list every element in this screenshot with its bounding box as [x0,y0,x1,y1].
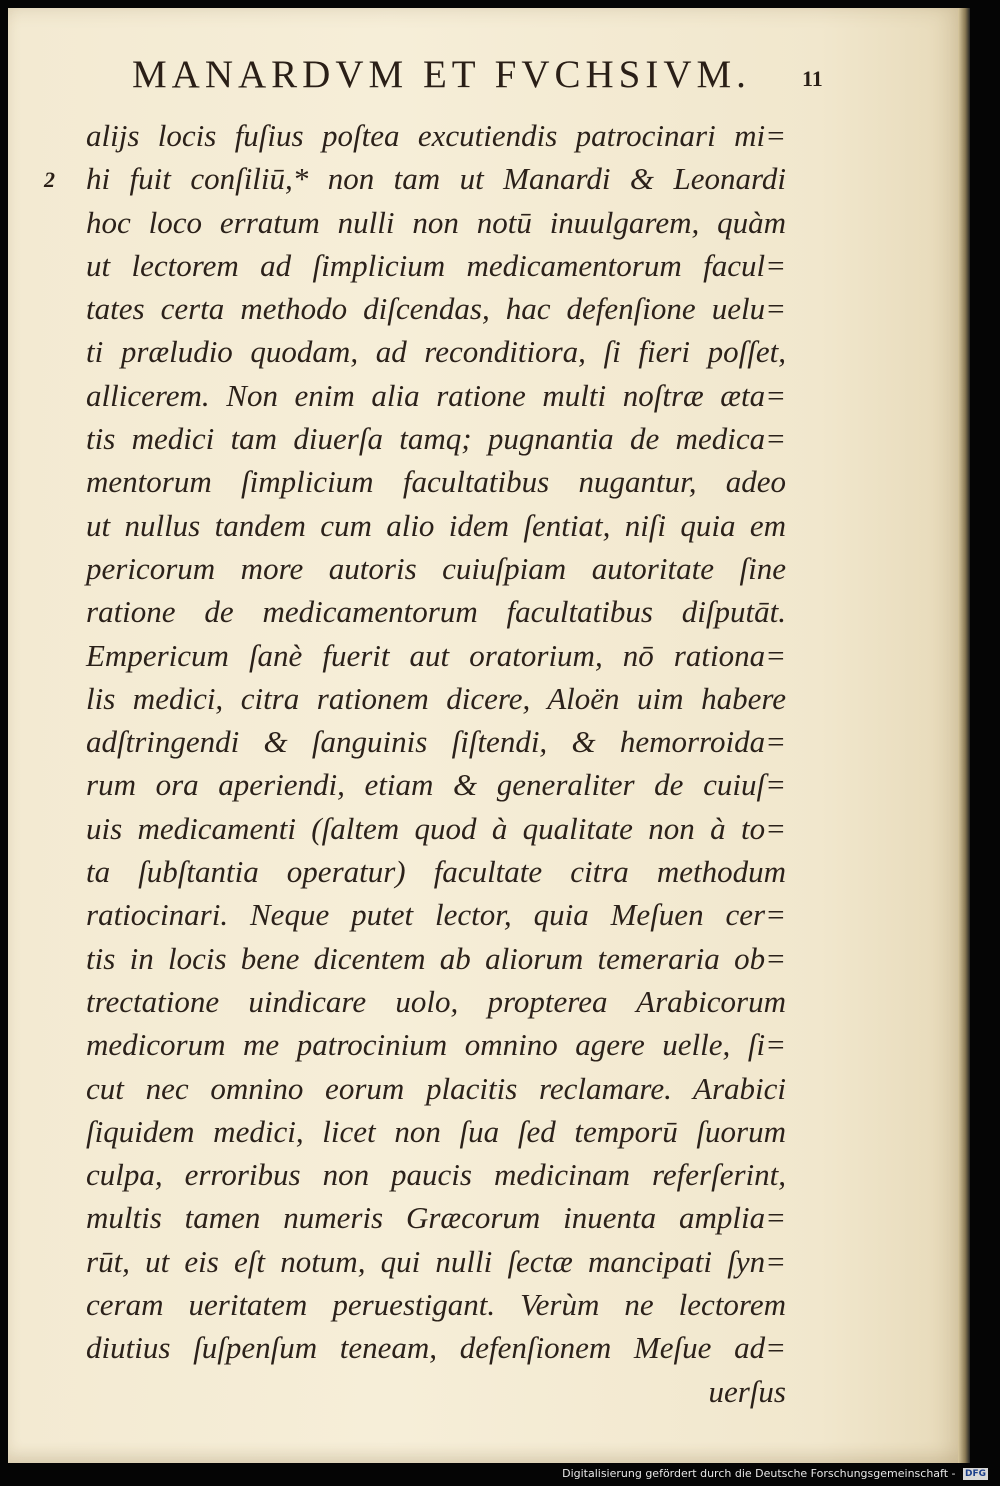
catchword: uerſus [708,1373,786,1409]
text-line: culpa, erroribus non paucis medicinam referſerint, [86,1157,786,1193]
text-line: Empericum ſanè fuerit aut oratorium, nō rationa= [86,637,786,673]
text-line: tis medici tam diuerſa tamq; pugnantia de medica= [86,421,786,457]
text-line: ti præludio quodam, ad reconditiora, ſi fieri poſſet, [86,334,786,370]
text-line: diutius ſuſpenſum teneam, defenſionem Meſue ad= [86,1330,786,1366]
text-line: lis medici, citra rationem dicere, Aloën uim habere [86,680,786,716]
text-line: allicerem. Non enim alia ratione multi noſtræ æta= [86,377,786,413]
text-line: multis tamen numeris Græcorum inuenta amplia= [86,1200,786,1236]
body-text [86,114,786,1413]
text-line: ratiocinari. Neque putet lector, quia Meſuen cer= [86,897,786,933]
text-line: pericorum more autoris cuiuſpiam autoritate ſine [86,550,786,586]
text-line: alijs locis fuſius poſtea excutiendis patrocinari mi= [86,118,786,153]
text-line: rūt, ut eis eſt notum, qui nulli ſectæ mancipati ſyn= [86,1243,786,1279]
text-line: hi fuit conſiliū,* non tam ut Manardi & Leonardi [86,161,786,197]
digitization-credit [562,1467,988,1480]
page-number: 11 [802,66,823,91]
text-line: uis medicamenti (ſaltem quod à qualitate non à to= [86,810,786,846]
marginal-note: 2 [44,167,55,192]
credit-text: Digitalisierung gefördert durch die Deutsche Forschungsgemeinschaft - [562,1467,956,1480]
page-edge [958,8,970,1463]
text-line: trectatione uindicare uolo, propterea Arabicorum [86,983,786,1019]
text-line: ut nullus tandem cum alio idem ſentiat, niſi quia em [86,507,786,543]
text-line: ſiquidem medici, licet non ſua ſed temporū ſuorum [86,1113,786,1149]
text-line: cut nec omnino eorum placitis reclamare. Arabici [86,1070,786,1106]
text-line: tis in locis bene dicentem ab aliorum temeraria ob= [86,940,786,976]
text-line: adſtringendi & ſanguinis ſiſtendi, & hemorroida= [86,724,786,760]
text-line: rum ora aperiendi, etiam & generaliter de cuiuſ= [86,767,786,803]
running-head [0,52,1000,102]
running-title: MANARDVM ET FVCHSIVM. [132,53,751,96]
text-line: tates certa methodo diſcendas, hac defenſione uelu= [86,291,786,327]
text-line: mentorum ſimplicium facultatibus nugantur, adeo [86,464,786,500]
text-line: hoc loco erratum nulli non notū inuulgarem, quàm [86,204,786,240]
dfg-logo-icon: DFG [964,1469,986,1479]
text-line: ratione de medicamentorum facultatibus diſputāt. [86,594,786,630]
text-line: ta ſubſtantia operatur) facultate citra methodum [86,854,786,890]
text-line: ut lectorem ad ſimplicium medicamentorum facul= [86,247,786,283]
text-line: medicorum me patrocinium omnino agere uelle, ſi= [86,1027,786,1063]
text-line: ceram ueritatem peruestigant. Verùm ne lectorem [86,1287,786,1323]
